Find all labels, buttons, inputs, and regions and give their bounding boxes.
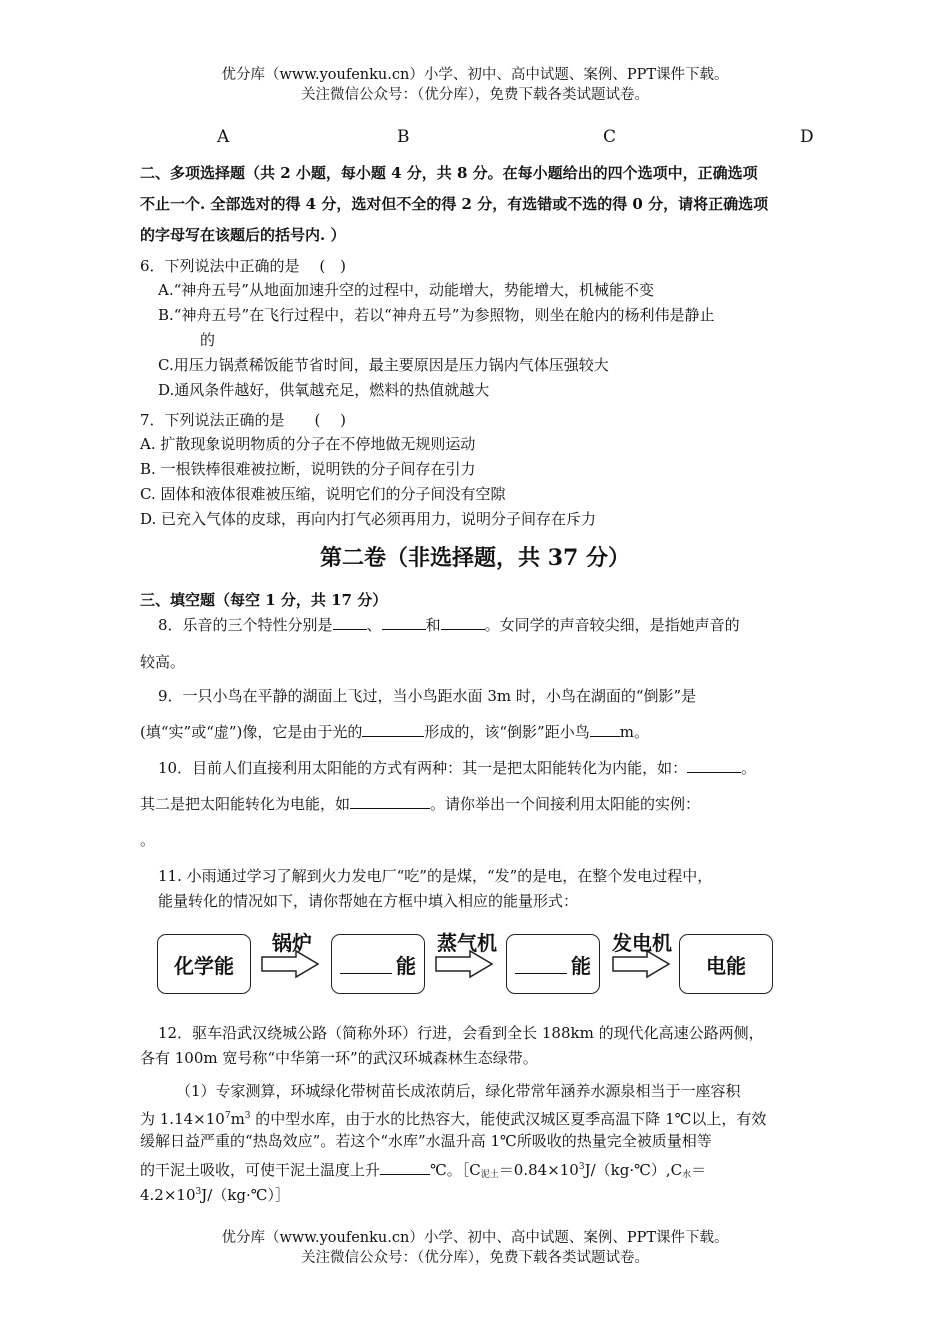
q9-blank-1[interactable] (362, 722, 424, 737)
q12-sub1-text-2: ℃。［C (430, 1161, 481, 1179)
q9-blank-2[interactable] (590, 722, 620, 737)
q12-blank-1[interactable] (380, 1160, 430, 1175)
label-steam-engine: 蒸气机 (437, 931, 497, 955)
q8-blank-3[interactable] (441, 615, 485, 630)
q9-line-1: 9．一只小鸟在平静的湖面上飞过，当小鸟距水面 3m 时，小鸟在湖面的“倒影”是 (158, 687, 697, 705)
label-boiler: 锅炉 (272, 931, 312, 955)
q6-option-c: C.用压力锅煮稀饭能节省时间，最主要原因是压力锅内气体压强较大 (158, 356, 609, 374)
q12-sub1-line-4 (140, 1157, 706, 1185)
header-line-1: 优分库（www.youfenku.cn）小学、初中、高中试题、案例、PPT课件下载。 (221, 67, 729, 83)
q12-volume-unit: m (230, 1110, 245, 1128)
section3-title: 三、填空题（每空 1 分，共 17 分） (140, 591, 388, 609)
label-generator: 发电机 (612, 931, 672, 955)
energy-box-3-suffix: 能 (571, 953, 591, 978)
q7-option-b: B. 一根铁棒很难被拉断，说明铁的分子间存在引力 (140, 460, 476, 478)
q12-sub-soil: 泥土 (480, 1170, 499, 1180)
q12-sub1-line-3: 缓解日益严重的“热岛效应”。若这个“水库”水温升高 1℃所吸收的热量完全被质量相等 (140, 1132, 712, 1150)
q10-line-1 (158, 758, 756, 778)
energy-box-chemical-label: 化学能 (174, 953, 234, 978)
energy-box-3 (506, 934, 600, 994)
q6-option-d: D.通风条件越好，供氧越充足，燃料的热值就越大 (158, 381, 490, 399)
q6-option-b-cont: 的 (200, 331, 216, 349)
q9-text-2: 形成的，该“倒影”距小鸟 (424, 723, 590, 741)
q10-blank-2[interactable] (350, 794, 430, 809)
q7-option-a: A. 扩散现象说明物质的分子在不停地做无规则运动 (140, 435, 476, 453)
energy-box-2-suffix: 能 (396, 953, 416, 978)
energy-box-electric (679, 934, 773, 994)
q12-exp-soil: 3 (578, 1162, 585, 1172)
choice-label-d: D (800, 127, 814, 147)
q12-sub1-line-5 (140, 1182, 290, 1205)
energy-box-chemical (157, 934, 251, 994)
section2-line-1: 二、多项选择题（共 2 小题，每小题 4 分，共 8 分。在每小题给出的四个选项中，正确选项 (140, 164, 758, 182)
q10-text-1: 10．目前人们直接利用太阳能的方式有两种：其一是把太阳能转化为内能，如： (158, 759, 688, 777)
q7-option-c: C. 固体和液体很难被压缩，说明它们的分子间没有空隙 (140, 485, 506, 503)
q12-sub1-text-4: J/（kg·℃）,C (584, 1161, 683, 1179)
q10-line-2 (140, 794, 700, 814)
q9-text-1: (填“实”或“虚”)像，它是由于光的 (140, 723, 363, 741)
q8-text-3: 和 (425, 616, 441, 634)
q12-sub1-line-1: （1）专家测算，环城绿化带树苗长成浓荫后，绿化带常年涵养水源泉相当于一座容积 (176, 1082, 741, 1100)
q8-line-2: 较高。 (140, 653, 186, 671)
q12-sub1-text-3: ＝0.84×10 (498, 1161, 579, 1179)
q12-volume-a: 为 1.14×10 (140, 1110, 225, 1128)
q12-line-2: 各有 100m 宽号称“中华第一环”的武汉环城森林生态绿带。 (140, 1049, 538, 1067)
q12-water-c-b: J/（kg·℃）］ (201, 1186, 291, 1204)
q8-text-4: 。女同学的声音较尖细，是指她声音的 (484, 616, 740, 634)
q10-line-3: 。 (140, 831, 156, 849)
q7-stem: 7．下列说法正确的是 ( ) (140, 411, 347, 429)
q12-water-c-exp: 3 (195, 1187, 202, 1197)
choice-label-a: A (217, 127, 230, 147)
footer-line-1: 优分库（www.youfenku.cn）小学、初中、高中试题、案例、PPT课件下载。 (221, 1230, 729, 1246)
q10-text-2: 。 (741, 759, 757, 777)
energy-box-3-blank[interactable] (515, 955, 567, 974)
choice-label-c: C (603, 127, 617, 147)
part2-title: 第二卷（非选择题，共 37 分） (320, 545, 630, 571)
q12-sub1-line-2 (140, 1106, 766, 1129)
q11-line-1: 11. 小雨通过学习了解到火力发电厂“吃”的是煤，“发”的是电，在整个发电过程中， (158, 867, 713, 885)
q10-text-4: 。请你举出一个间接利用太阳能的实例： (430, 795, 701, 813)
footer-line-2: 关注微信公众号：（优分库），免费下载各类试题试卷。 (301, 1250, 649, 1266)
q6-option-a: A.“神舟五号”从地面加速升空的过程中，动能增大，势能增大，机械能不变 (158, 281, 654, 299)
q6-option-b: B.“神舟五号”在飞行过程中，若以“神舟五号”为参照物，则坐在舱内的杨利伟是静止 (158, 306, 715, 324)
q9-line-2 (140, 722, 649, 742)
q12-sub-water: 水 (682, 1170, 692, 1180)
q6-stem: 6．下列说法中正确的是 ( ) (140, 257, 347, 275)
q8-line-1 (158, 615, 740, 635)
q8-blank-1[interactable] (333, 615, 367, 630)
q7-option-d: D. 已充入气体的皮球，再向内打气必须再用力，说明分子间存在斥力 (140, 510, 597, 528)
q12-sub1-text-5: ＝ (691, 1161, 707, 1179)
q8-blank-2[interactable] (382, 615, 426, 630)
q11-line-2: 能量转化的情况如下，请你帮她在方框中填入相应的能量形式： (158, 892, 579, 910)
section2-line-2: 不止一个. 全部选对的得 4 分，选对但不全的得 2 分，有选错或不选的得 0 分，请将正确选项 (140, 195, 769, 213)
q12-volume-rest: 的中型水库，由于水的比热容大，能使武汉城区夏季高温下降 1℃以上，有效 (250, 1110, 767, 1128)
q10-text-3: 其二是把太阳能转化为电能，如 (140, 795, 351, 813)
q10-blank-1[interactable] (687, 758, 741, 773)
choice-label-b: B (397, 127, 410, 147)
section2-line-3: 的字母写在该题后的括号内. ） (140, 226, 346, 244)
q12-volume-exp2: 3 (244, 1111, 251, 1121)
q12-sub1-text-1: 的干泥土吸收，可使干泥土温度上升 (140, 1161, 381, 1179)
header-line-2: 关注微信公众号：（优分库），免费下载各类试题试卷。 (301, 87, 649, 103)
energy-box-2 (331, 934, 425, 994)
energy-box-2-blank[interactable] (340, 955, 392, 974)
q12-volume-exp1: 7 (224, 1111, 231, 1121)
q12-line-1: 12．驱车沿武汉绕城公路（简称外环）行进，会看到全长 188km 的现代化高速公路两侧， (158, 1024, 764, 1042)
q12-water-c-a: 4.2×10 (140, 1186, 196, 1204)
energy-box-electric-label: 电能 (706, 953, 746, 978)
q8-text-2: 、 (366, 616, 382, 634)
q9-text-3: m。 (619, 723, 649, 741)
q8-text-1: 8．乐音的三个特性分别是 (158, 616, 333, 634)
